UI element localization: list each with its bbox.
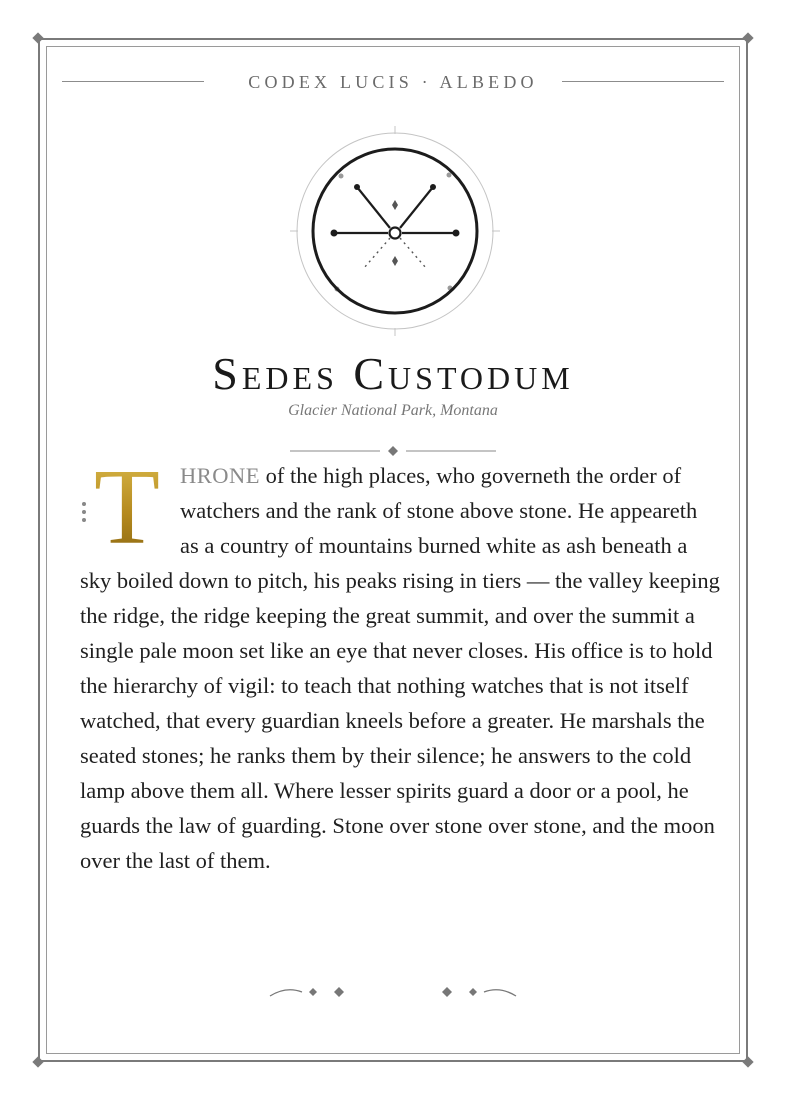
lead-word: HRONE <box>180 463 260 488</box>
entry-title: Sedes Custodum <box>212 348 574 399</box>
drop-cap <box>92 448 162 567</box>
running-header <box>62 70 724 94</box>
drop-cap-letter: T <box>92 454 162 562</box>
entry-body <box>80 448 720 878</box>
ornament-divider-icon <box>290 445 496 457</box>
entry-location: Glacier National Park, Montana <box>288 402 498 419</box>
body-paragraph: of the high places, who governeth the order of watchers and the rank of stone above stone. He appeareth as a country of mountains burned white as ash beneath a sky boiled down to pitch, his peaks rising in tiers — the valley keeping the ridge, the ridge keeping the great summit, and over the summit a single pale moon set like an eye that never closes. His office is to hold the hierarchy of vigil: to teach that nothing watches that is not itself watched, that every guardian kneels before a greater. He marshals the seated stones; he ranks them by their silence; he answers to the cold lamp above them all. Where lesser spirits guard a door or a pool, he guards the law of guarding. Stone over stone over stone, and the moon over the last of them. <box>80 463 720 873</box>
footer-ornament-icon <box>262 980 524 1004</box>
sigil-icon <box>284 120 506 342</box>
dots-ornament-icon <box>80 500 88 524</box>
running-title: CODEX LUCIS · ALBEDO <box>248 72 538 92</box>
